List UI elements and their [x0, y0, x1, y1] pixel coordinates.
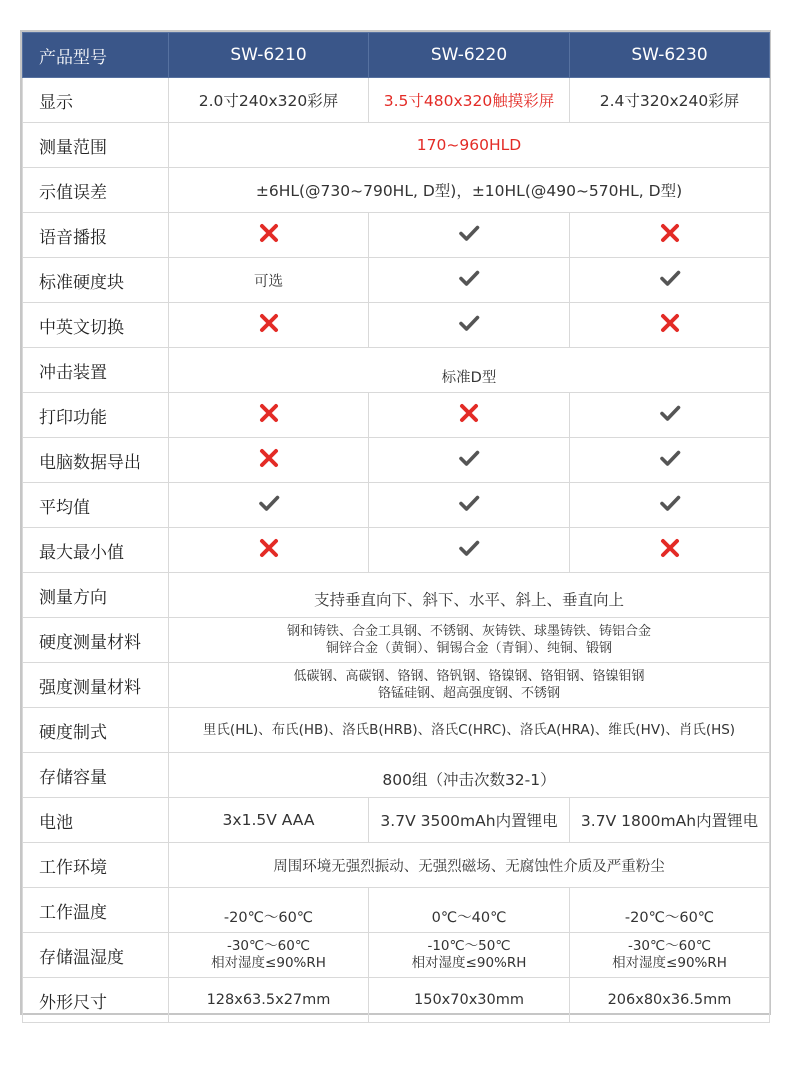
mark-cell: [570, 258, 770, 303]
row-display: [23, 78, 770, 123]
mark-cell: [369, 528, 570, 573]
display-value: 3.5寸480x320触摸彩屏: [369, 78, 570, 123]
check-icon: [458, 222, 480, 244]
storage-temp-value: [169, 933, 369, 978]
storage-value: 800组（冲击次数32-1）: [169, 753, 770, 798]
mark-cell: [369, 438, 570, 483]
row-print: [23, 393, 770, 438]
cross-icon: [258, 537, 280, 559]
display-value: 2.0寸240x320彩屏: [169, 78, 369, 123]
row-temperature: [23, 888, 770, 933]
mark-cell: [369, 213, 570, 258]
row-error: [23, 168, 770, 213]
temp-range: -10℃～50℃: [427, 938, 511, 954]
row-label: 中英文切换: [23, 303, 169, 348]
mark-cell: [169, 303, 369, 348]
row-label: 最大最小值: [23, 528, 169, 573]
humidity: 相对湿度≤90%RH: [612, 955, 727, 971]
temp-range: -30℃～60℃: [627, 938, 712, 954]
temp-range: -30℃～60℃: [226, 938, 311, 954]
mark-cell: [369, 393, 570, 438]
humidity: 相对湿度≤90%RH: [211, 955, 326, 971]
row-impact: [23, 348, 770, 393]
row-storage-temp: [23, 933, 770, 978]
mark-cell: [570, 528, 770, 573]
row-label: 冲击装置: [23, 348, 169, 393]
size-value: 128x63.5x27mm: [169, 978, 369, 1023]
row-label: 工作环境: [23, 843, 169, 888]
block-value: 可选: [169, 258, 369, 303]
impact-value: 标准D型: [169, 348, 770, 393]
row-voice: [23, 213, 770, 258]
row-label: 测量方向: [23, 573, 169, 618]
row-strength-materials: [23, 663, 770, 708]
row-label: 测量范围: [23, 123, 169, 168]
check-icon: [659, 402, 681, 424]
check-icon: [458, 492, 480, 514]
materials-line: 低碳钢、高碳钢、铬钢、铬钒钢、铬镍钢、铬钼钢、铬镍钼钢: [293, 669, 645, 684]
header-row: [23, 33, 770, 78]
row-maxmin: [23, 528, 770, 573]
cross-icon: [659, 222, 681, 244]
humidity: 相对湿度≤90%RH: [411, 955, 527, 971]
row-label: 标准硬度块: [23, 258, 169, 303]
check-icon: [659, 447, 681, 469]
check-icon: [258, 492, 280, 514]
model-sw6220: SW-6220: [369, 33, 570, 78]
mark-cell: [169, 438, 369, 483]
direction-value: 支持垂直向下、斜下、水平、斜上、垂直向上: [169, 573, 770, 618]
check-icon: [458, 447, 480, 469]
row-battery: [23, 798, 770, 843]
row-label: 工作温度: [23, 888, 169, 933]
row-hardness-materials: [23, 618, 770, 663]
mark-cell: [570, 438, 770, 483]
row-label: 显示: [23, 78, 169, 123]
check-icon: [659, 267, 681, 289]
row-label: 平均值: [23, 483, 169, 528]
strength-materials-value: [169, 663, 770, 708]
row-block: [23, 258, 770, 303]
battery-value: 3x1.5V AAA: [169, 798, 369, 843]
cross-icon: [659, 312, 681, 334]
mark-cell: [169, 483, 369, 528]
row-label: 语音播报: [23, 213, 169, 258]
row-label: 强度测量材料: [23, 663, 169, 708]
row-label: 打印功能: [23, 393, 169, 438]
hardness-materials-value: [169, 618, 770, 663]
mark-cell: [570, 213, 770, 258]
row-label: 示值误差: [23, 168, 169, 213]
row-label: 存储容量: [23, 753, 169, 798]
temp-value: 0℃～40℃: [369, 888, 570, 933]
battery-value: 3.7V 3500mAh内置锂电: [369, 798, 570, 843]
row-export: [23, 438, 770, 483]
mark-cell: [369, 258, 570, 303]
model-sw6210: SW-6210: [169, 33, 369, 78]
row-size: [23, 978, 770, 1023]
row-avg: [23, 483, 770, 528]
cross-icon: [659, 537, 681, 559]
mark-cell: [369, 483, 570, 528]
row-scale: [23, 708, 770, 753]
row-label: 外形尺寸: [23, 978, 169, 1023]
scale-value: 里氏(HL)、布氏(HB)、洛氏B(HRB)、洛氏C(HRC)、洛氏A(HRA)、维氏(HV)、肖氏(HS): [169, 708, 770, 753]
row-lang: [23, 303, 770, 348]
check-icon: [659, 492, 681, 514]
battery-value: 3.7V 1800mAh内置锂电: [570, 798, 770, 843]
temp-value: -20℃～60℃: [570, 888, 770, 933]
check-icon: [458, 537, 480, 559]
cross-icon: [458, 402, 480, 424]
header-label: 产品型号: [23, 33, 169, 78]
size-value: 206x80x36.5mm: [570, 978, 770, 1023]
storage-temp-value: [369, 933, 570, 978]
size-value: 150x70x30mm: [369, 978, 570, 1023]
mark-cell: [570, 393, 770, 438]
range-value: 170~960HLD: [169, 123, 770, 168]
mark-cell: [570, 483, 770, 528]
row-label: 电池: [23, 798, 169, 843]
row-direction: [23, 573, 770, 618]
materials-line: 铜锌合金（黄铜）、铜锡合金（青铜）、纯铜、锻钢: [325, 641, 612, 656]
spec-table: [22, 32, 770, 1023]
cross-icon: [258, 222, 280, 244]
row-storage: [23, 753, 770, 798]
row-label: 硬度测量材料: [23, 618, 169, 663]
row-range: [23, 123, 770, 168]
materials-line: 钢和铸铁、合金工具钢、不锈钢、灰铸铁、球墨铸铁、铸铝合金: [286, 624, 651, 639]
cross-icon: [258, 402, 280, 424]
check-icon: [458, 312, 480, 334]
display-value: 2.4寸320x240彩屏: [570, 78, 770, 123]
materials-line: 铬锰硅钢、超高强度钢、不锈钢: [377, 686, 560, 701]
mark-cell: [570, 303, 770, 348]
cross-icon: [258, 447, 280, 469]
check-icon: [458, 267, 480, 289]
row-environment: [23, 843, 770, 888]
storage-temp-value: [570, 933, 770, 978]
row-label: 存储温湿度: [23, 933, 169, 978]
mark-cell: [169, 393, 369, 438]
mark-cell: [369, 303, 570, 348]
mark-cell: [169, 528, 369, 573]
spec-comparison-table: [20, 30, 771, 1015]
model-sw6230: SW-6230: [570, 33, 770, 78]
error-value: ±6HL(@730~790HL, D型)，±10HL(@490~570HL, D型): [169, 168, 770, 213]
row-label: 硬度制式: [23, 708, 169, 753]
mark-cell: [169, 213, 369, 258]
cross-icon: [258, 312, 280, 334]
row-label: 电脑数据导出: [23, 438, 169, 483]
environment-value: 周围环境无强烈振动、无强烈磁场、无腐蚀性介质及严重粉尘: [169, 843, 770, 888]
temp-value: -20℃～60℃: [169, 888, 369, 933]
